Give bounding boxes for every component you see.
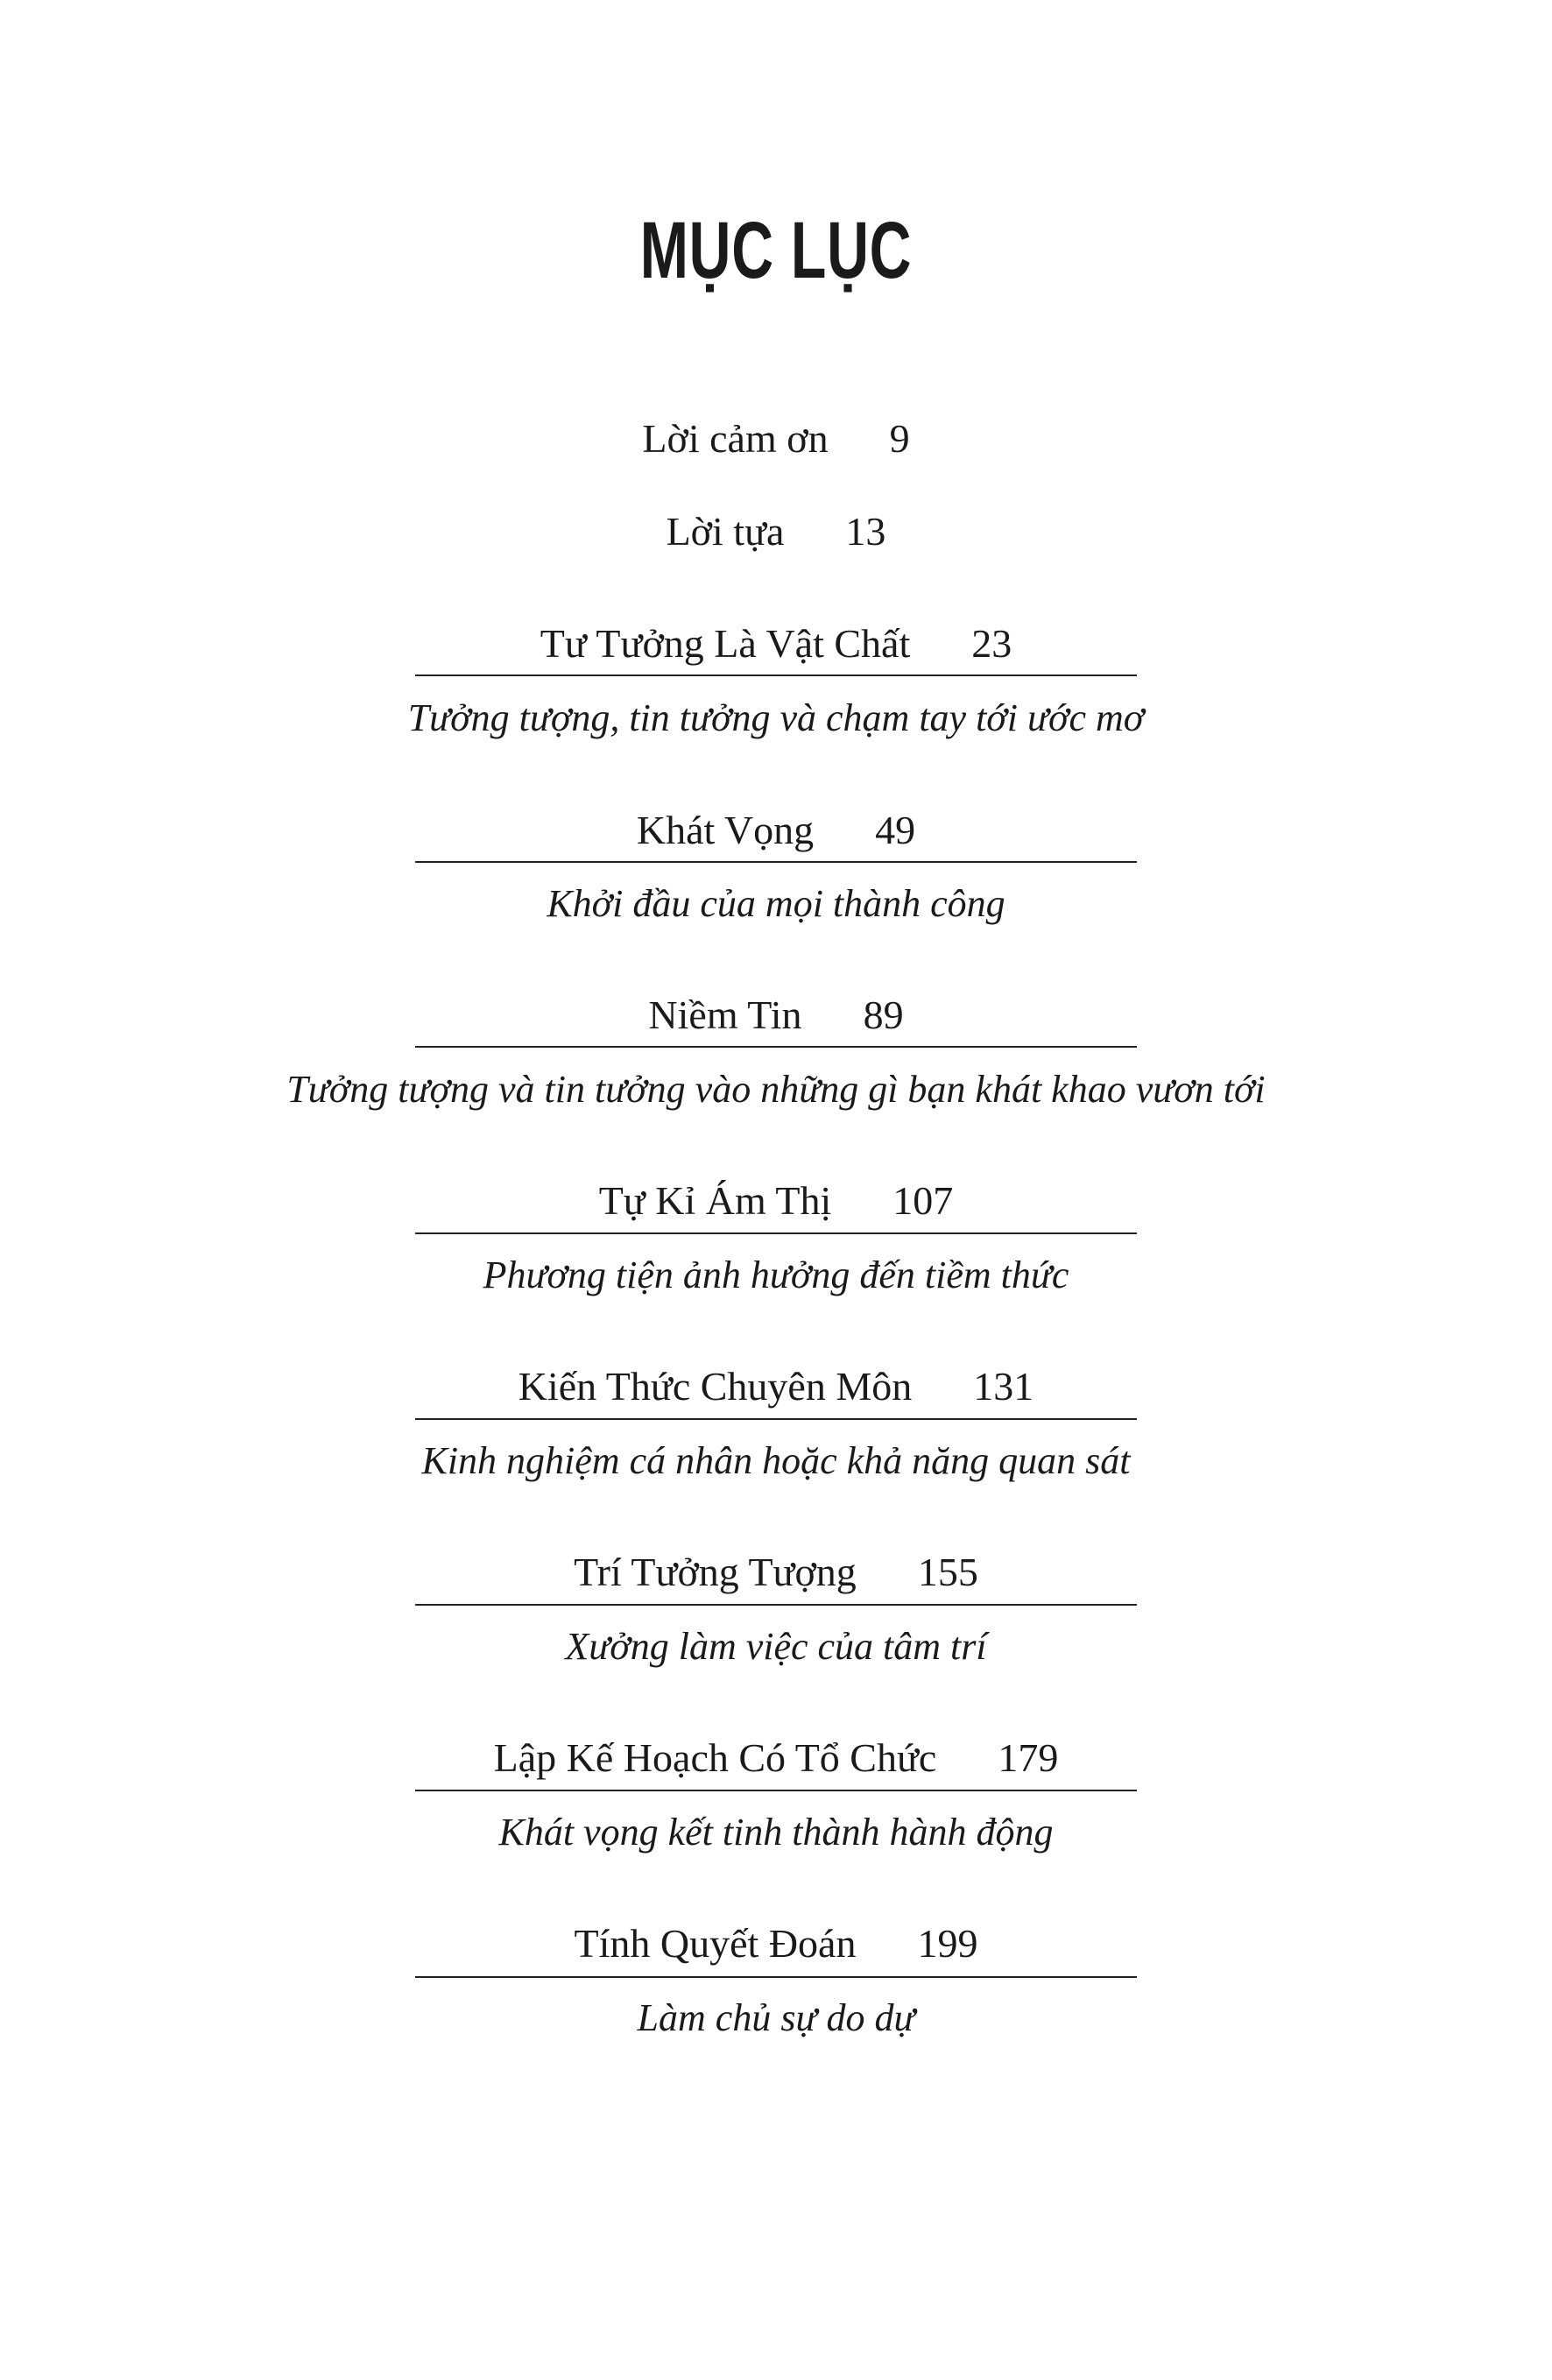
divider-rule xyxy=(415,674,1137,676)
divider-rule xyxy=(415,1418,1137,1420)
chapter-subtitle: Khởi đầu của mọi thành công xyxy=(547,882,1005,925)
entry-page-number: 131 xyxy=(973,1364,1034,1409)
entry-label: Lời tựa xyxy=(666,509,785,554)
toc-entry-chapter-4 xyxy=(0,1178,1552,1223)
toc-entry-preface xyxy=(0,509,1552,554)
toc-entry-chapter-8 xyxy=(0,1921,1552,1966)
chapter-subtitle: Khát vọng kết tinh thành hành động xyxy=(498,1811,1054,1854)
entry-label: Lời cảm ơn xyxy=(642,416,829,461)
toc-entry-acknowledgements xyxy=(0,416,1552,461)
entry-page-number: 23 xyxy=(971,621,1012,666)
entry-page-number: 13 xyxy=(845,509,886,554)
chapter-subtitle: Làm chủ sự do dự xyxy=(637,1996,915,2039)
entry-label: Lập Kế Hoạch Có Tổ Chức xyxy=(493,1735,937,1780)
entry-page-number: 107 xyxy=(892,1178,954,1223)
chapter-subtitle: Tưởng tượng, tin tưởng và chạm tay tới ước mơ xyxy=(407,696,1145,739)
entry-page-number: 179 xyxy=(998,1735,1059,1780)
divider-rule xyxy=(415,1046,1137,1048)
divider-rule xyxy=(415,861,1137,863)
entry-page-number: 89 xyxy=(863,992,904,1037)
toc-entry-chapter-1 xyxy=(0,621,1552,666)
entry-page-number: 155 xyxy=(917,1550,978,1594)
toc-entry-chapter-7 xyxy=(0,1735,1552,1780)
divider-rule xyxy=(415,1790,1137,1791)
toc-entry-chapter-2 xyxy=(0,810,1552,851)
toc-entry-chapter-6 xyxy=(0,1552,1552,1593)
chapter-subtitle: Tưởng tượng và tin tưởng vào những gì bạn khát khao vươn tới xyxy=(286,1068,1266,1111)
divider-rule xyxy=(415,1976,1137,1978)
page-title: MỤC LỤC xyxy=(639,206,913,295)
chapter-subtitle: Kinh nghiệm cá nhân hoặc khả năng quan sát xyxy=(421,1439,1131,1482)
chapter-subtitle: Phương tiện ảnh hưởng đến tiềm thức xyxy=(483,1254,1069,1296)
toc-entry-chapter-3 xyxy=(0,992,1552,1037)
toc-entry-chapter-5 xyxy=(0,1364,1552,1409)
divider-rule xyxy=(415,1604,1137,1606)
entry-label: Tự Kỉ Ám Thị xyxy=(598,1178,832,1223)
entry-label: Kiến Thức Chuyên Môn xyxy=(518,1364,913,1409)
entry-page-number: 49 xyxy=(875,808,916,852)
entry-label: Trí Tưởng Tượng xyxy=(574,1550,857,1594)
chapter-subtitle: Xưởng làm việc của tâm trí xyxy=(565,1625,987,1668)
entry-label: Khát Vọng xyxy=(636,808,815,852)
entry-page-number: 9 xyxy=(889,416,910,461)
entry-label: Niềm Tin xyxy=(648,992,802,1037)
entry-page-number: 199 xyxy=(917,1921,978,1966)
entry-label: Tính Quyết Đoán xyxy=(574,1921,857,1966)
entry-label: Tư Tưởng Là Vật Chất xyxy=(540,621,911,666)
divider-rule xyxy=(415,1232,1137,1234)
